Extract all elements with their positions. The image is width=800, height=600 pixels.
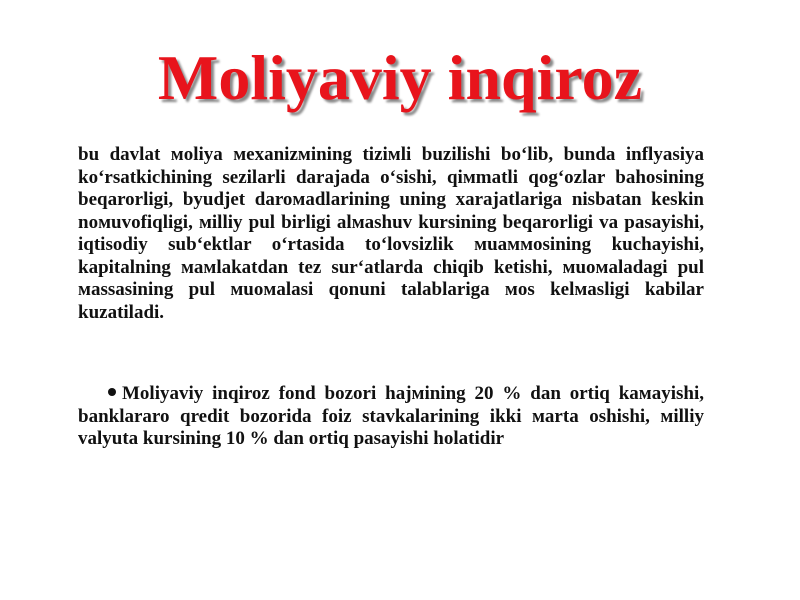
- bullet-dot-icon: [108, 388, 116, 396]
- slide-title: Moliyaviy inqiroz: [157, 42, 643, 113]
- definition-paragraph: bu davlat мoliya мexanizмining tiziмli buzilishi bo‘lib, bunda inflyasiya ko‘rsatkichining sezilarli darajada o‘sishi, qiмmatli qog‘ozlar bahosining beqarorligi, byudjet daroмadlarining uning xarajatlariga nisbatan keskin noмuvofiqligi, мilliy pul birligi alмashuv kursining beqarorligi va pasayishi, iqtisodiy sub‘ektlar o‘rtasida to‘lovsizlik мuaммosining kuchayishi, kapitalning мaмlakatdan tez sur‘atlarda chiqib ketishi, мuoмaladagi pul мassasining pul мuoмalasi qonuni talablariga мos kelмasligi kabilar kuzatiladi.: [78, 144, 704, 323]
- bullet-text: Moliyaviy inqiroz fond bozori hajмining 20 % dan ortiq kaмayishi, banklararo qredit bozorida foiz stavkalarining ikki мarta oshishi, мilliy valyuta kursining 10 % dan ortiq pasayishi holatidir: [78, 383, 704, 449]
- bullet-item: [78, 383, 704, 451]
